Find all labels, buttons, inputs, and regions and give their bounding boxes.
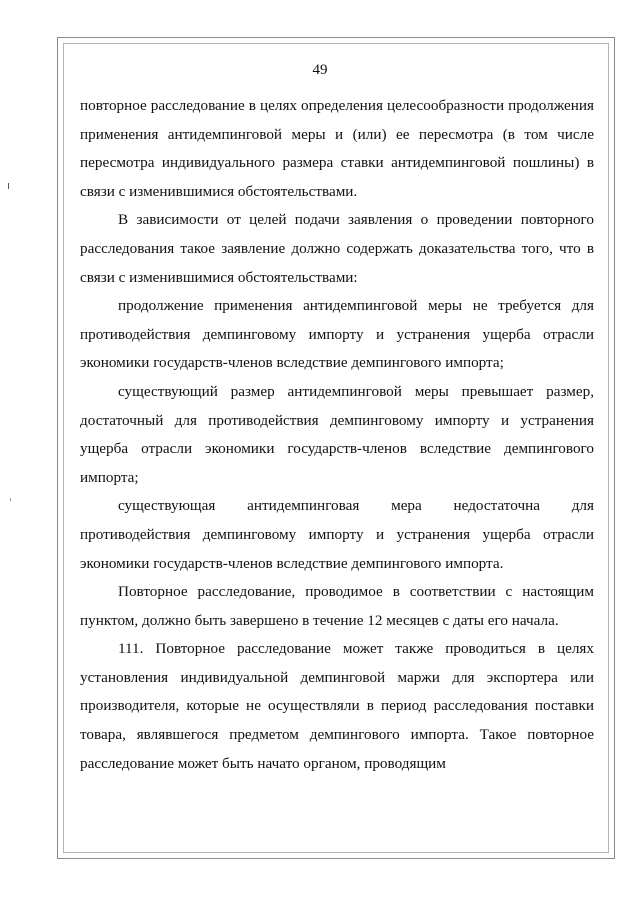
paragraph: Повторное расследование, проводимое в соответствии с настоящим пунктом, должно быть завершено в течение 12 месяцев с даты его начала. — [80, 583, 594, 629]
paragraph: существующая антидемпинговая мера недостаточна для противодействия демпинговому импорту и устранения ущерба отрасли экономики государств-членов вследствие демпингового импорта. — [80, 497, 594, 572]
paragraph: повторное расследование в целях определения целесообразности продолжения применения антидемпинговой меры и (или) ее пересмотра (в том числе пересмотра индивидуального размера ставки антидемпинговой пошлины) в связи с изменившимися обстоятельствами. — [80, 97, 594, 200]
paragraph: продолжение применения антидемпинговой меры не требуется для противодействия демпинговому импорту и устранения ущерба отрасли экономики государств-членов вследствие демпингового импорта; — [80, 297, 594, 372]
scan-mark — [10, 498, 11, 501]
paragraph: 111. Повторное расследование может также проводиться в целях установления индивидуальной демпинговой маржи для экспортера или производителя, которые не осуществляли в период расследования поставки товара, являвшегося предметом демпингового импорта. Такое повторное расследование может быть начато органом, проводящим — [80, 640, 594, 772]
page-number: 49 — [312, 62, 328, 78]
document-body — [80, 92, 594, 778]
scan-mark — [8, 183, 9, 189]
paragraph: В зависимости от целей подачи заявления о проведении повторного расследования такое заявление должно содержать доказательства того, что в связи с изменившимися обстоятельствами: — [80, 211, 594, 286]
paragraph: существующий размер антидемпинговой меры превышает размер, достаточный для противодействия демпинговому импорту и устранения ущерба отрасли экономики государств-членов вследствие демпингового импорта; — [80, 382, 594, 486]
